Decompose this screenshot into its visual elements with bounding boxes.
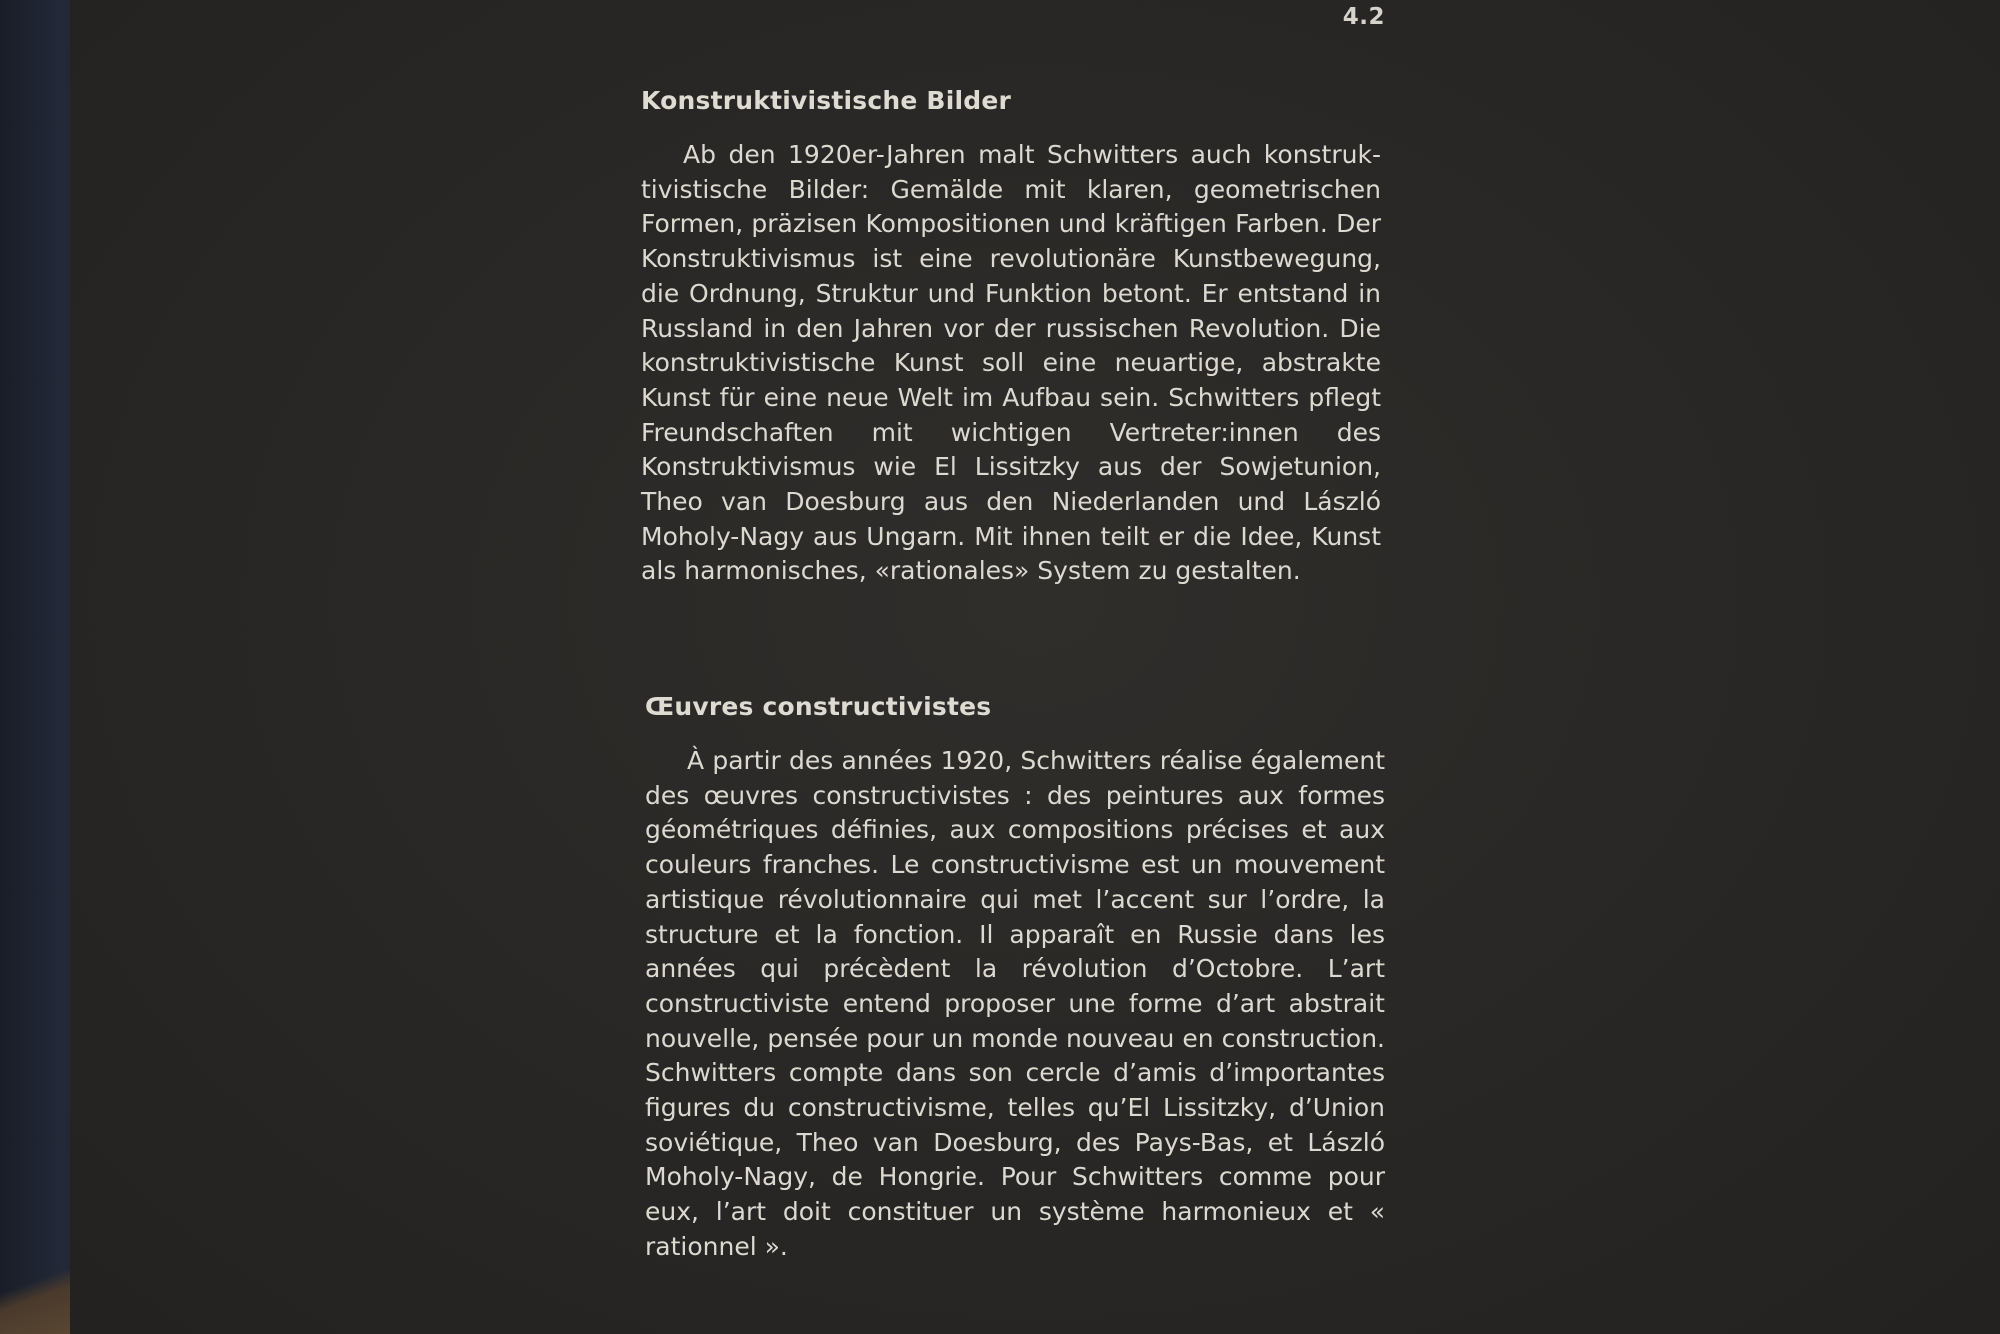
german-title: Konstruktivistische Bilder xyxy=(641,86,1012,115)
german-text-block xyxy=(641,84,1381,589)
section-number: 4.2 xyxy=(1342,4,1385,30)
french-text-block xyxy=(645,690,1385,1265)
french-title: Œuvres constructivistes xyxy=(645,692,992,721)
german-body: Ab den 1920er-Jahren malt Schwitters auch konstruktivistische Bilder: Gemälde mit klaren, geometrischen Formen, präzisen Kompositionen und kräftigen Farben. Der Konstruktivismus ist eine revolutionäre Kunstbewegung, die Ordnung, Struktur und Funktion betont. Er entstand in Russland in den Jahren vor der russischen Revolution. Die konstruktivistische Kunst soll eine neuartige, abstrakte Kunst für eine neue Welt im Aufbau sein. Schwitters pflegt Freundschaften mit wichtigen Vertreter:innen des Konstruktivismus wie El Lissitzky aus der Sowjetunion, Theo van Doesburg aus den Niederlanden und László Moholy-Nagy aus Ungarn. Mit ihnen teilt er die Idee, Kunst als harmonisches, «rationales» System zu gestalten. xyxy=(641,140,1381,586)
french-body: À partir des années 1920, Schwitters réalise également des œuvres constructivistes : des peintures aux formes géométriques définies, aux compositions précises et aux couleurs franches. Le constructivisme est un mouvement artistique révolutionnaire qui met l’accent sur l’ordre, la structure et la fonction. Il apparaît en Russie dans les années qui précèdent la révolution d’Octobre. L’art constructiviste entend proposer une forme d’art abstrait nouvelle, pensée pour un monde nouveau en construction. Schwitters compte dans son cercle d’amis d’importantes figures du constructivisme, telles qu’El Lissitzky, d’Union soviétique, Theo van Doesburg, des Pays-Bas, et László Moholy-Nagy, de Hongrie. Pour Schwitters comme pour eux, l’art doit constituer un système harmonieux et « rationnel ». xyxy=(645,746,1385,1261)
